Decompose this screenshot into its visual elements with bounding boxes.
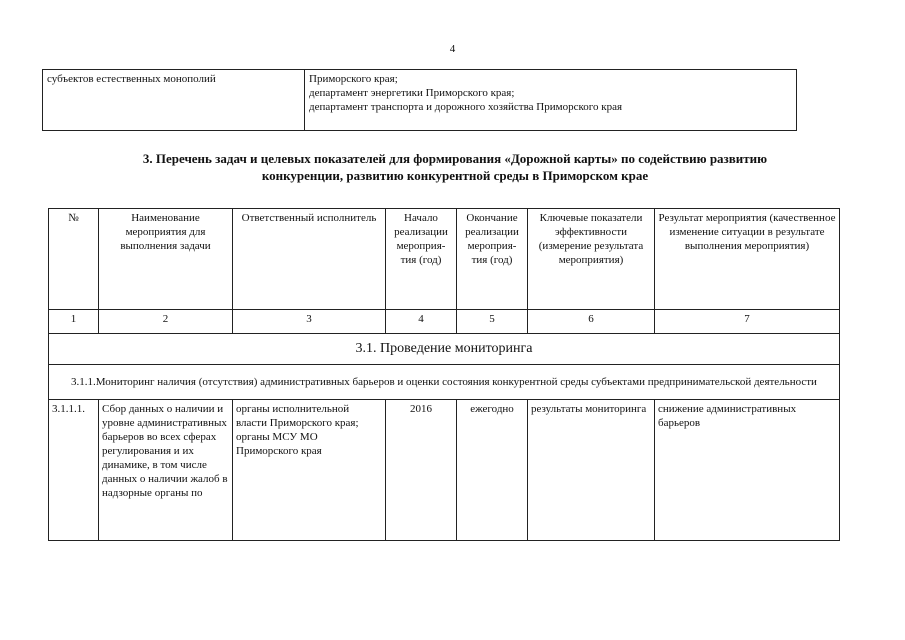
roadmap-table xyxy=(48,208,840,541)
column-number-cell: 7 xyxy=(655,310,840,334)
column-number-cell: 3 xyxy=(233,310,386,334)
column-number-cell: 4 xyxy=(386,310,457,334)
column-number-cell: 5 xyxy=(457,310,528,334)
row-executor: органы исполнительной власти Приморского края; органы МСУ МО Приморского края xyxy=(233,400,386,541)
page-number: 4 xyxy=(449,43,456,55)
continued-row xyxy=(43,70,797,131)
continued-table xyxy=(42,69,797,131)
row-kpi: результаты мониторинга xyxy=(528,400,655,541)
table-header-row xyxy=(49,209,840,310)
row-result: снижение административных барьеров xyxy=(655,400,840,541)
table-row xyxy=(49,400,840,541)
section-heading-line: 3. Перечень задач и целевых показателей для формирования «Дорожной карты» по содействию развитию xyxy=(142,151,768,166)
continued-right-cell xyxy=(305,70,797,131)
column-number-cell: 6 xyxy=(528,310,655,334)
header-cell-result: Результат мероприятия (качественное изменение ситуации в результате выполнения мероприятия) xyxy=(655,209,840,310)
section-heading xyxy=(60,150,850,184)
task-group-title: 3.1.1.Мониторинг наличия (отсутствия) административных барьеров и оценки состояния конкурентной среды субъектами предпринимательской деятельности xyxy=(49,365,840,400)
subsection-row xyxy=(49,334,840,365)
header-cell-name: Наименование мероприятия для выполнения задачи xyxy=(99,209,233,310)
subsection-title: 3.1. Проведение мониторинга xyxy=(49,334,840,365)
header-cell-start: Начало реализации мероприя-тия (год) xyxy=(386,209,457,310)
section-heading-line: конкуренции, развитию конкурентной среды в Приморском крае xyxy=(261,168,649,183)
continued-right-line: Приморского края; xyxy=(309,73,398,85)
row-end-year: ежегодно xyxy=(457,400,528,541)
header-cell-executor: Ответственный исполнитель xyxy=(233,209,386,310)
header-cell-end: Окончание реализации мероприя-тия (год) xyxy=(457,209,528,310)
row-number: 3.1.1.1. xyxy=(49,400,99,541)
column-number-cell: 2 xyxy=(99,310,233,334)
column-number-row xyxy=(49,310,840,334)
continued-right-line: департамент энергетики Приморского края; xyxy=(309,87,515,99)
row-start-year: 2016 xyxy=(386,400,457,541)
header-cell-kpi: Ключевые показатели эффективности (измерение результата мероприятия) xyxy=(528,209,655,310)
row-measure-name: Сбор данных о наличии и уровне административных барьеров во всех сферах регулирования и их динамике, в том числе данных о наличии жалоб в надзорные органы по xyxy=(99,400,233,541)
continued-right-line: департамент транспорта и дорожного хозяйства Приморского края xyxy=(309,101,623,113)
header-cell-number: № xyxy=(49,209,99,310)
column-number-cell: 1 xyxy=(49,310,99,334)
task-group-row xyxy=(49,365,840,400)
continued-left-cell: субъектов естественных монополий xyxy=(43,70,305,131)
